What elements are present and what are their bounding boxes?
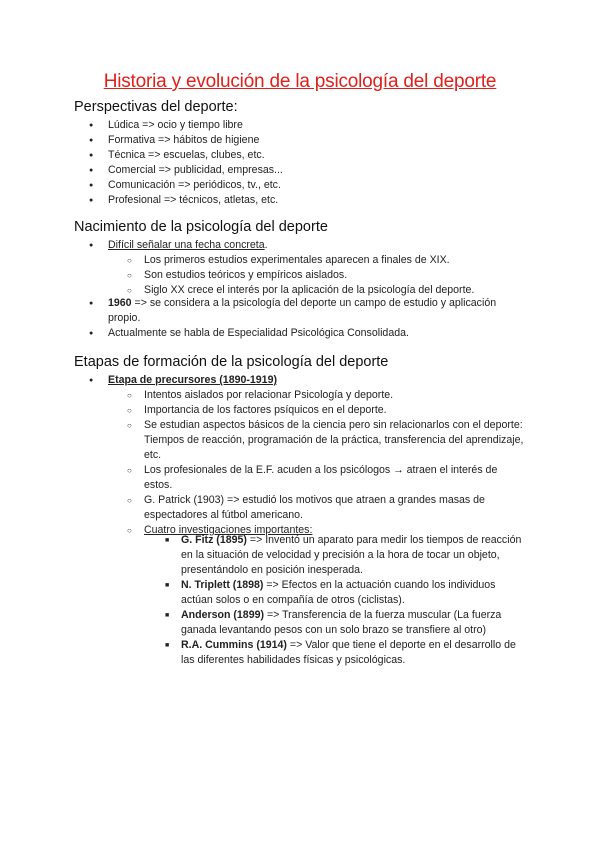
list-item <box>74 533 528 578</box>
list-item: ● Comercial => publicidad, empresas... <box>74 163 534 178</box>
heading-text: Perspectivas del deporte <box>74 99 234 115</box>
section-heading-etapas: Etapas de formación de la psicología del deporte <box>74 354 389 370</box>
item-bold: N. Triplett (1898) <box>181 579 264 591</box>
item-suffix: . <box>264 239 268 251</box>
list-item <box>74 608 528 638</box>
item-text: => Efectos en la actuación cuando los individuos actúan solos o en compañía de otros (ciclistas). <box>181 579 496 606</box>
item-text: => se considera a la psicología del deporte un campo de estudio y aplicación propio. <box>108 297 497 324</box>
item-text: => Valor que tiene el deporte en el desarrollo de las diferentes habilidades físicas y psicológicas. <box>181 639 516 666</box>
item-text: => Inventó un aparato para medir los tiempos de reacción en la situación de velocidad y precisión a la hora de tocar un objeto, presentándolo en posición inesperada. <box>181 534 522 576</box>
list-item: ● Profesional => técnicos, atletas, etc. <box>74 193 534 208</box>
list-item: ● Comunicación => periódicos, tv., etc. <box>74 178 534 193</box>
list-item: ○ Importancia de los factores psíquicos en el deporte. <box>74 403 526 418</box>
list-item: ○ Los primeros estudios experimentales aparecen a finales de XIX. <box>74 253 534 268</box>
list-item <box>74 296 526 326</box>
section-heading-perspectivas <box>74 99 238 115</box>
list-item <box>74 638 528 668</box>
list-item: ● Actualmente se habla de Especialidad Psicológica Consolidada. <box>74 326 526 341</box>
list-item: ● Técnica => escuelas, clubes, etc. <box>74 148 534 163</box>
page-title: Historia y evolución de la psicología del deporte <box>103 71 497 92</box>
list-item <box>74 373 534 388</box>
heading-suffix: : <box>233 99 238 115</box>
list-item: ○ Siglo XX crece el interés por la aplicación de la psicología del deporte. <box>74 283 534 298</box>
nacimiento-list <box>74 238 534 253</box>
list-item: ○ Son estudios teóricos y empíricos aislados. <box>74 268 534 283</box>
list-item: ● Lúdica => ocio y tiempo libre <box>74 118 534 133</box>
list-item: ○ G. Patrick (1903) => estudió los motivos que atraen a grandes masas de espectadores al fútbol americano. <box>74 493 526 523</box>
list-item: ○ Intentos aislados por relacionar Psicología y deporte. <box>74 388 526 403</box>
section-heading-nacimiento: Nacimiento de la psicología del deporte <box>74 219 328 235</box>
investigations-list <box>74 533 528 668</box>
etapas-list <box>74 373 534 388</box>
list-item <box>74 578 528 608</box>
item-bold: Anderson (1899) <box>181 609 265 621</box>
list-item <box>74 238 534 253</box>
nacimiento-list-2 <box>74 296 526 341</box>
list-item: ○ Se estudian aspectos básicos de la ciencia pero sin relacionarlos con el deporte: Tiempos de reacción, programación de la práctica, transferencia del aprendizaje, etc. <box>74 418 526 463</box>
perspectivas-list <box>74 118 534 208</box>
list-item: ● Formativa => hábitos de higiene <box>74 133 534 148</box>
stage-title: Etapa de precursores (1890-1919) <box>108 374 277 386</box>
etapas-sublist <box>74 388 526 538</box>
investigations-label: Cuatro investigaciones importantes: <box>144 524 313 536</box>
item-bold: G. Fitz (1895) <box>181 534 247 546</box>
item-bold: 1960 <box>108 297 132 309</box>
list-item: ○ Los profesionales de la E.F. acuden a los psicólogos → atraen el interés de estos. <box>74 463 526 493</box>
item-bold: R.A. Cummins (1914) <box>181 639 287 651</box>
item-text: => Transferencia de la fuerza muscular (La fuerza ganada levantando pesos con un solo brazo se transfiere al otro) <box>181 609 502 636</box>
item-text: Difícil señalar una fecha concreta <box>108 239 265 251</box>
nacimiento-sublist <box>74 253 534 298</box>
